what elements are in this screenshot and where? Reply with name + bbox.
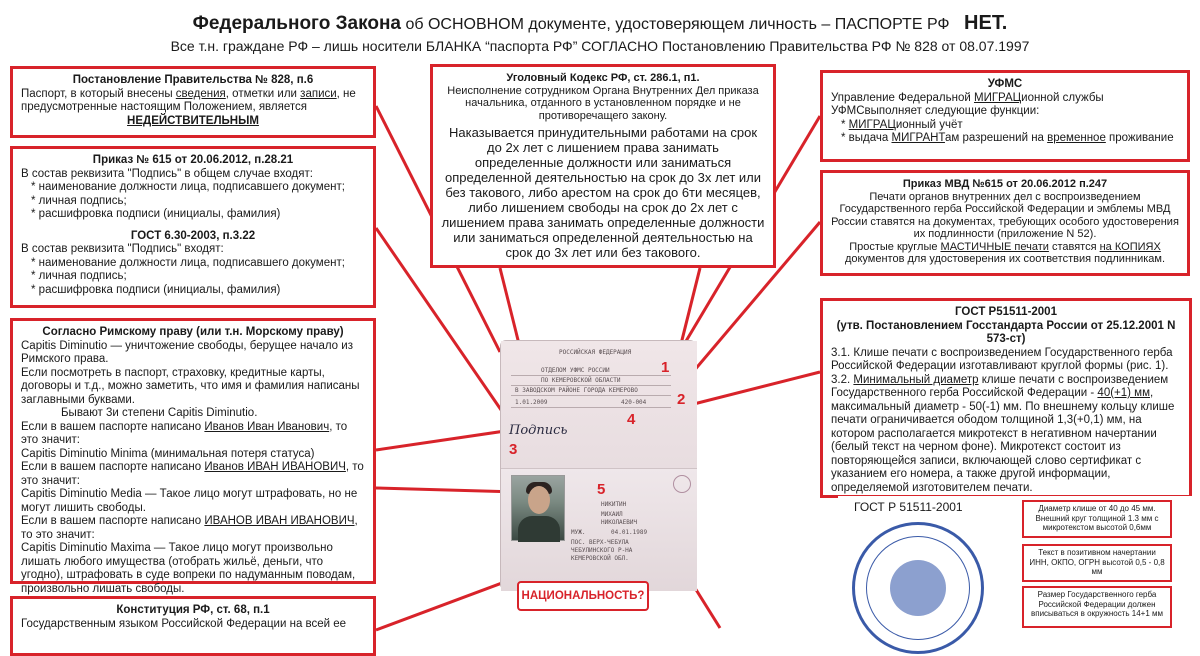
title-no: НЕТ. — [964, 12, 1008, 34]
list-item: * личная подпись; — [31, 270, 127, 282]
uk-text: Неисполнение сотрудником Органа Внутренних Дел приказа начальника, отданного в установленном порядке и не противоречащего закону. — [447, 84, 759, 122]
uk-286-box — [430, 64, 776, 268]
roman-p1: Capitis Diminutio — уничтожение свободы, берущее начало из Римского права. — [21, 339, 353, 365]
svedeniya-underlined: сведения — [175, 87, 226, 100]
roman-p5: Capitis Diminutio Minima (минимальная потеря статуса) — [21, 447, 315, 460]
title-bold: Федерального Закона — [192, 13, 401, 34]
roman-law-heading: Согласно Римскому праву (или т.н. Морскому праву) — [42, 326, 344, 338]
uk-heading: Уголовный Кодекс РФ, ст. 286.1, п1. — [506, 72, 700, 84]
roman-p9: Capitis Diminutio Maxima — Такое лицо могут произвольно лишать любого имущества (отобрать жильё, деньги, что угодно), штрафовать в суде вопреки по надуманным поводам, произвольно лишать свободы. — [21, 542, 356, 595]
postanovlenie-heading: Постановление Правительства № 828, п.6 — [72, 74, 314, 86]
uk-punishment: Наказывается принудительными работами на срок до 2х лет с лишением права занимать определенные должности или заниматься определенной деятельностью на срок до 3х лет или без такового, либо арестом на срок до 6ти месяцев, либо лишением свободы на срок до 2х лет с лишением права занимать определенные должности или заниматься определенной деятельностью на срок до 3х лет или без такового. — [441, 125, 765, 260]
konstitucia-heading: Конституция РФ, ст. 68, п.1 — [116, 604, 270, 616]
ufms-line-3: * МИГРАЦионный учёт — [841, 118, 963, 131]
coat-of-arms-icon — [890, 560, 946, 616]
marker-4: 4 — [627, 411, 636, 428]
gost-51511-box — [820, 298, 1192, 498]
title-rest: об ОСНОВНОМ документе, удостоверяющем личность – ПАСПОРТЕ РФ — [405, 16, 950, 33]
mvd-p2: Простые круглые МАСТИЧНЫЕ печати ставятся на КОПИЯХ документов для удостоверения их соответствия подлинникам. — [844, 240, 1166, 265]
ufms-line-2: УФМСвыполняет следующие функции: — [831, 105, 1040, 117]
page-subtitle: Все т.н. граждане РФ – лишь носители БЛАНКА “паспорта РФ” СОГЛАСНО Постановлению Правительства РФ № 828 от 08.07.1997 — [170, 38, 1030, 54]
ufms-heading: УФМС — [987, 78, 1023, 90]
passport-image — [500, 340, 696, 602]
roman-p8: Если в вашем паспорте написано ИВАНОВ ИВАН ИВАНОВИЧ, то это значит: — [21, 515, 358, 541]
prikaz-615-heading: Приказ № 615 от 20.06.2012, п.28.21 — [92, 154, 294, 166]
list-item: * наименование должности лица, подписавшего документ; — [31, 256, 345, 269]
ufms-line-4: * выдача МИГРАНТам разрешений на временное проживание — [841, 132, 1174, 144]
prikaz-615-intro: В состав реквизита "Подпись" в общем случае входят: — [21, 167, 313, 180]
photo-avatar — [511, 475, 565, 541]
konstitucia-box — [10, 596, 376, 656]
verdict-invalid: НЕДЕЙСТВИТЕЛЬНЫМ — [127, 114, 259, 127]
gost-6-30-intro: В состав реквизита "Подпись" входят: — [21, 243, 224, 255]
seal-note-diameter: Диаметр клише от 40 до 45 мм. Внешний круг толщиной 1.3 мм с микротекстом высотой 0,6мм — [1022, 500, 1172, 538]
gost-heading-2: (утв. Постановлением Госстандарта России от 25.12.2001 N 573-ст) — [836, 319, 1176, 345]
list-item: * личная подпись; — [31, 194, 127, 207]
marker-3: 3 — [509, 441, 518, 458]
zapisi-underlined: записи — [300, 87, 337, 100]
roman-p6: Если в вашем паспорте написано Иванов ИВАН ИВАНОВИЧ, то это значит: — [21, 461, 364, 487]
marker-2: 2 — [677, 391, 686, 408]
gost-6-30-heading: ГОСТ 6.30-2003, п.3.22 — [130, 229, 256, 242]
nationality-label: НАЦИОНАЛЬНОСТЬ? — [517, 581, 649, 611]
gost-p2: 3.2. Минимальный диаметр клише печати с воспроизведением Государственного герба Российской Федерации - 40(+1) мм, максимальный диаметр - 50(-1) мм. По внешнему кольцу клише печати ограничивается ободом толщиной 1,3(+0,1) мм, на котором располагается микротекст в негативном начертании (белый текст на черном фоне). Микротекст состоит из повторяющейся записи, включающей слово сертификат с указанием его номера, а также другой информации, определяемой изготовителем печати. — [831, 373, 1175, 494]
marker-1: 1 — [661, 359, 670, 376]
roman-p2: Если посмотреть в паспорт, страховку, кредитные карты, договоры и т.д., можно заметить, что имя и фамилия написаны заглавными буквами. — [21, 366, 360, 406]
passport-issue-page: РОССИЙСКАЯ ФЕДЕРАЦИЯ ОТДЕЛОМ УФМС РОССИИ ПО КЕМЕРОВСКОЙ ОБЛАСТИ В ЗАВОДСКОМ РАЙОНЕ ГОРОДА КЕМЕРОВО 1.01.2009 420-004 Подпись 1 2 3 4 — [501, 341, 697, 469]
gost-p1: 3.1. Клише печати с воспроизведением Государственного герба Российской Федерации изготавливают круглой формы (рис. 1). — [831, 346, 1173, 372]
mvd-p1: Печати органов внутренних дел с воспроизведением Государственного герба Российской Федерации и эмблемы МВД России ставятся на документах, требующих особого удостоверения их подлинности (приложение N 52). — [831, 190, 1179, 240]
mvd-heading: Приказ МВД №615 от 20.06.2012 п.247 — [902, 178, 1108, 190]
list-item: * расшифровка подписи (инициалы, фамилия) — [31, 208, 281, 220]
list-item: * наименование должности лица, подписавшего документ; — [31, 181, 345, 193]
roman-p7: Capitis Diminutio Media — Такое лицо могут штрафовать, но не могут лишить свободы. — [21, 488, 358, 514]
gost-seal-figure — [838, 496, 1200, 628]
ufms-line-1: Управление Федеральной МИГРАЦионной службы — [831, 91, 1104, 104]
list-item: * расшифровка подписи (инициалы, фамилия) — [31, 283, 281, 296]
roman-law-box — [10, 318, 376, 595]
stamp-icon — [673, 475, 691, 493]
prikaz-615-box — [10, 146, 376, 308]
postanovlenie-text: Паспорт, в который внесены сведения, отметки или записи, не предусмотренные настоящим Положением, является — [21, 87, 356, 113]
passport-photo-page: 5 НИКИТИН МИХАИЛ НИКОЛАЕВИЧ МУЖ. 04.01.1989 ПОС. ВЕРХ-ЧЕБУЛА ЧЕБУЛИНСКОГО Р-НА КЕМЕРОВСКОЙ ОБЛ. НАЦИОНАЛЬНОСТЬ? — [501, 469, 697, 591]
roman-p4: Если в вашем паспорте написано Иванов Иван Иванович, то это значит: — [21, 420, 348, 446]
postanovlenie-828-box — [10, 66, 376, 138]
roman-p3: Бывают 3и степени Capitis Diminutio. — [61, 407, 258, 419]
gost-figure-label: ГОСТ Р 51511-2001 — [854, 500, 963, 514]
konstitucia-text: Государственным языком Российской Федерации на всей ее — [21, 617, 347, 630]
seal-note-text: Текст в позитивном начертании ИНН, ОКПО, ОГРН высотой 0,5 - 0,8 мм — [1022, 544, 1172, 582]
signature: Подпись — [509, 423, 568, 438]
gost-heading-1: ГОСТ Р51511-2001 — [955, 306, 1057, 318]
seal-note-emblem: Размер Государственного герба Российской Федерации должен вписываться в окружность 14+1 мм — [1022, 586, 1172, 628]
marker-5: 5 — [597, 481, 606, 498]
prikaz-mvd-box — [820, 170, 1190, 276]
ufms-box — [820, 70, 1190, 162]
